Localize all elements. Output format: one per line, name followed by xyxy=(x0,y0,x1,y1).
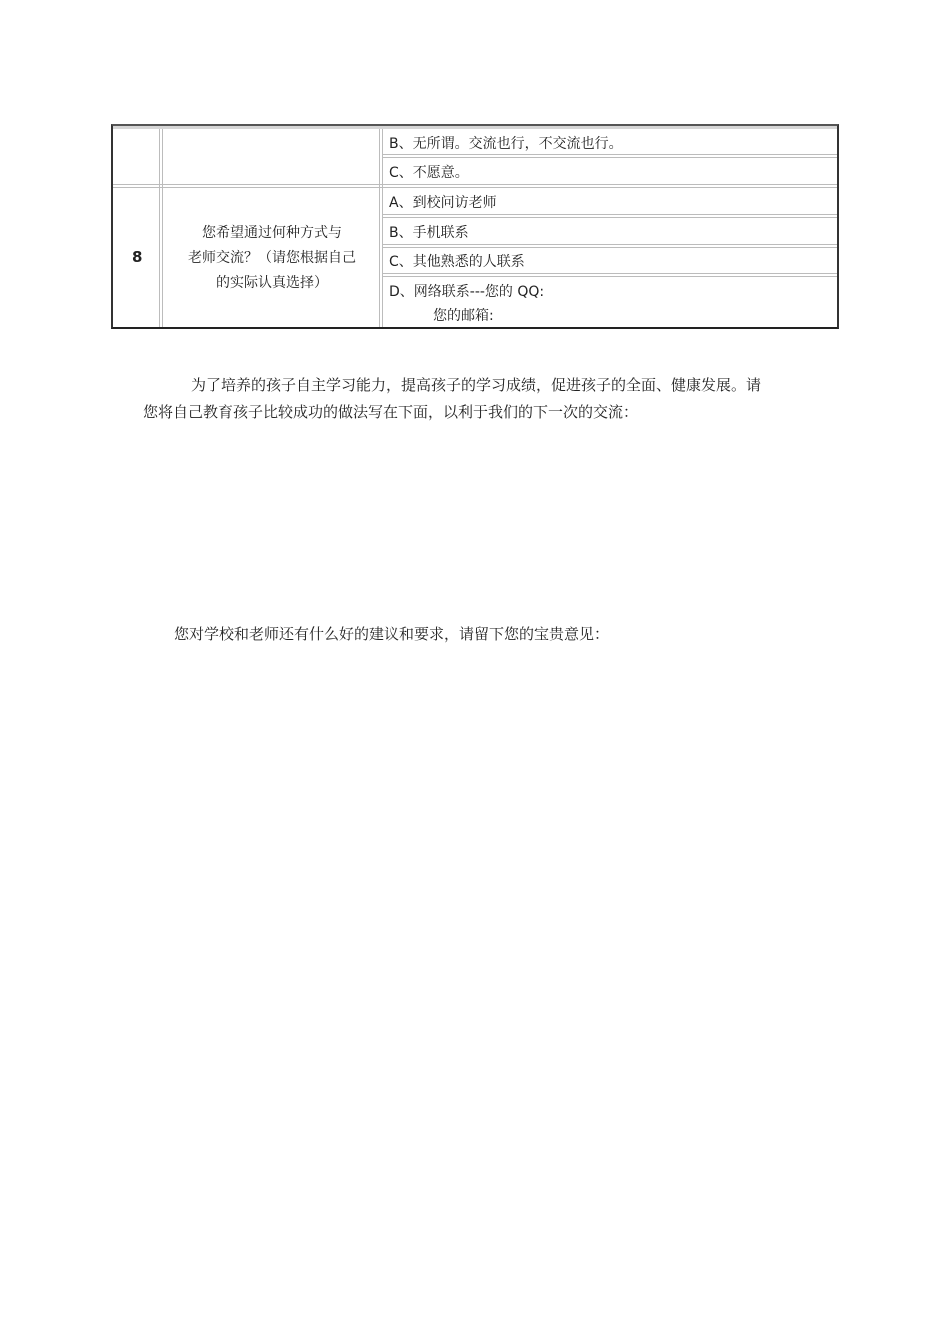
column-separator-number xyxy=(159,129,163,327)
paragraph-1-line-1: 为了培养的孩子自主学习能力，提高孩子的学习成绩，促进孩子的全面、健康发展。请 xyxy=(191,376,762,394)
column-separator-question xyxy=(379,129,383,327)
option-c-prev: C、不愿意。 xyxy=(389,165,469,181)
option-b: B、手机联系 xyxy=(389,225,469,241)
option-separator xyxy=(383,273,837,277)
question-text-line: 的实际认真选择） xyxy=(216,275,328,291)
option-separator xyxy=(383,214,837,218)
table-top-shade xyxy=(113,126,837,129)
question-number: 8 xyxy=(132,248,143,266)
question-text-line: 您希望通过何种方式与 xyxy=(202,225,342,241)
option-d: D、网络联系---您的 QQ: xyxy=(389,284,545,300)
question-text-line: 老师交流？（请您根据自己 xyxy=(188,250,356,266)
option-b-prev: B、无所谓。交流也行，不交流也行。 xyxy=(389,136,623,152)
option-separator xyxy=(383,154,837,158)
paragraph-1-line-2: 您将自己教育孩子比较成功的做法写在下面，以利于我们的下一次的交流： xyxy=(143,403,639,421)
question-text xyxy=(167,221,377,296)
option-a: A、到校问访老师 xyxy=(389,195,497,211)
survey-table xyxy=(111,124,839,329)
row-separator xyxy=(113,184,837,188)
option-d-email: 您的邮箱: xyxy=(433,308,494,324)
option-separator xyxy=(383,244,837,248)
paragraph-2: 您对学校和老师还有什么好的建议和要求，请留下您的宝贵意见： xyxy=(174,625,610,643)
option-c: C、其他熟悉的人联系 xyxy=(389,254,525,270)
